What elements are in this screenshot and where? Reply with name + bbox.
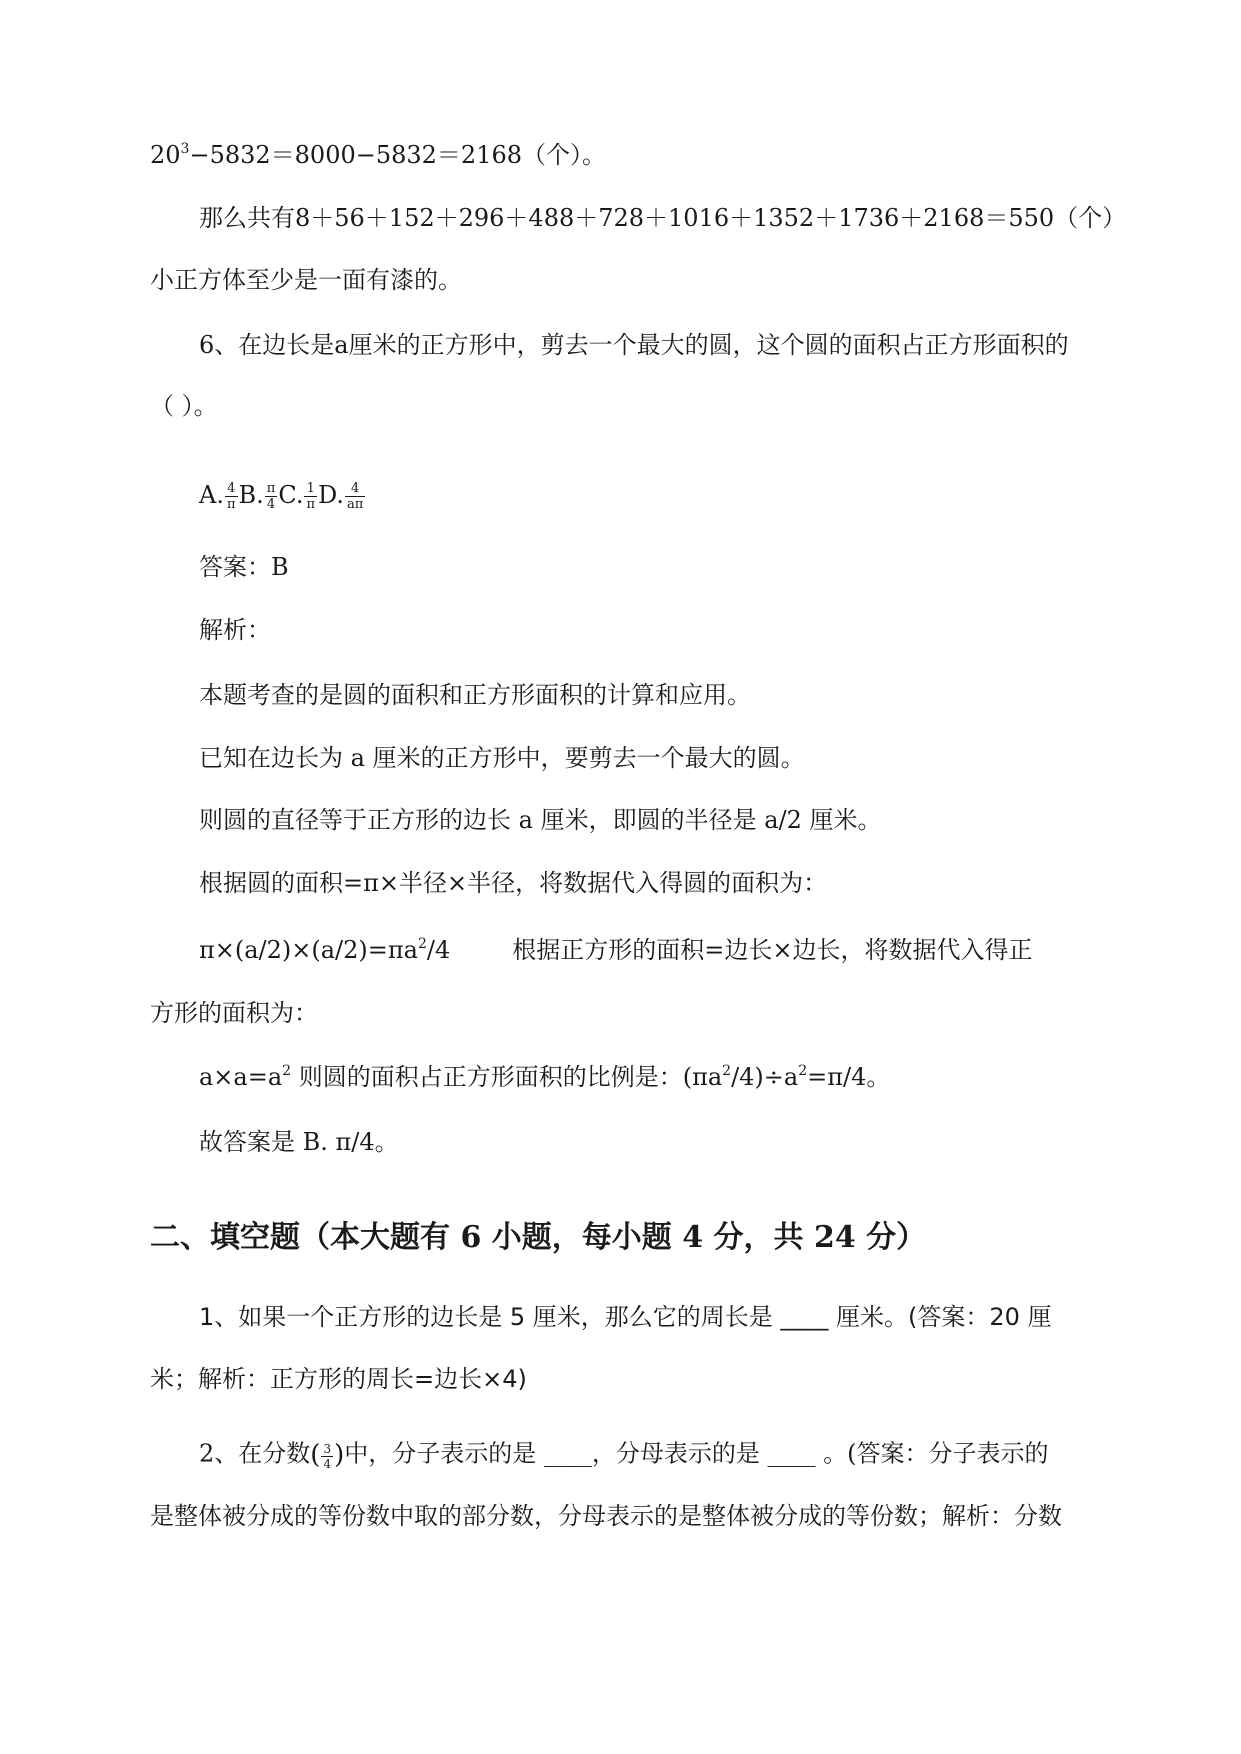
calc-rest: −5832＝8000−5832＝2168（个）。 (189, 141, 606, 169)
fill-question-2-cont: 是整体被分成的等份数中取的部分数，分母表示的是整体被分成的等份数；解析：分数 (150, 1502, 1062, 1530)
option-b-fraction (265, 481, 278, 512)
calc-exponent: 3 (180, 141, 190, 157)
section-heading: 二、填空题（本大题有 6 小题，每小题 4 分，共 24 分） (150, 1220, 927, 1255)
fraction-denominator: 4 (323, 1456, 332, 1471)
fraction-three-quarters: ( $\frac{3}{4}$ ) (310, 1440, 345, 1471)
analysis-label: 解析： (199, 616, 271, 644)
option-c-numerator: 1 (304, 481, 317, 497)
option-b-numerator: π (266, 481, 276, 496)
fill-question-1-cont: 米；解析：正方形的周长=边长×4) (150, 1365, 527, 1393)
calc-base: 20 (150, 141, 181, 169)
analysis-conclusion: 故答案是 B. π/4。 (199, 1128, 399, 1156)
circle-area-formula: π×(a/2)×(a/2)=πa (199, 936, 418, 964)
circle-area-exponent: 2 (417, 936, 427, 952)
ratio-result: =π/4。 (807, 1063, 891, 1091)
option-c-fraction (304, 481, 317, 512)
option-c-denominator: π (306, 497, 316, 512)
option-a-fraction (225, 481, 238, 512)
question-6-options (199, 480, 366, 512)
option-a-numerator: 4 (225, 481, 238, 497)
sum-line: 那么共有8＋56＋152＋296＋488＋728＋1016＋1352＋1736＋2168＝550（个） (199, 204, 1127, 232)
analysis-paragraph-3: 则圆的直径等于正方形的边长 a 厘米，即圆的半径是 a/2 厘米。 (199, 806, 882, 834)
ratio-exponent-1: 2 (722, 1063, 732, 1079)
option-a-label: A. (199, 481, 224, 509)
circle-area-divisor: /4 (426, 936, 451, 964)
fill-question-1: 1、如果一个正方形的边长是 5 厘米，那么它的周长是 ____ 厘米。(答案：20 厘 (199, 1303, 1052, 1331)
sum-conclusion: 小正方体至少是一面有漆的。 (150, 266, 462, 294)
square-area-formula: a×a=a (199, 1063, 283, 1091)
fill-question-2 (199, 1437, 1048, 1473)
option-d-denominator: aπ (347, 497, 364, 512)
question-6: 6、在边长是a厘米的正方形中，剪去一个最大的圆，这个圆的面积占正方形面积的 (199, 331, 1069, 359)
ratio-divisor: /4)÷a (731, 1063, 799, 1091)
analysis-paragraph-1: 本题考查的是圆的面积和正方形面积的计算和应用。 (199, 681, 751, 709)
fraction-numerator: 3 (323, 1441, 332, 1456)
analysis-paragraph-4: 根据圆的面积=π×半径×半径，将数据代入得圆的面积为： (199, 869, 828, 897)
option-d-label: D. (318, 481, 345, 509)
fill-question-2-prefix: 2、在分数 (199, 1439, 311, 1468)
answer: 答案：B (199, 553, 289, 581)
option-c-label: C. (278, 481, 304, 509)
analysis-paragraph-7 (199, 1062, 890, 1092)
option-d-numerator: 4 (345, 481, 365, 497)
fill-question-2-text: 中，分子表示的是 ____，分母表示的是 ____ 。(答案：分子表示的 (344, 1439, 1049, 1468)
option-d-fraction (345, 481, 365, 512)
option-a-denominator: π (226, 497, 236, 512)
ratio-intro: 则圆的面积占正方形面积的比例是：(πa (291, 1063, 723, 1091)
analysis-paragraph-5 (199, 935, 1032, 965)
calc-line-1 (150, 140, 606, 170)
analysis-paragraph-6: 方形的面积为： (150, 999, 318, 1027)
square-area-intro: 根据正方形的面积=边长×边长，将数据代入得正 (512, 936, 1033, 964)
option-b-denominator: 4 (266, 497, 276, 512)
option-b-label: B. (238, 481, 264, 509)
square-area-exponent: 2 (282, 1063, 292, 1079)
ratio-exponent-2: 2 (798, 1063, 808, 1079)
analysis-paragraph-2: 已知在边长为 a 厘米的正方形中，要剪去一个最大的圆。 (199, 744, 805, 772)
question-6-blank: （ ）。 (150, 392, 218, 420)
